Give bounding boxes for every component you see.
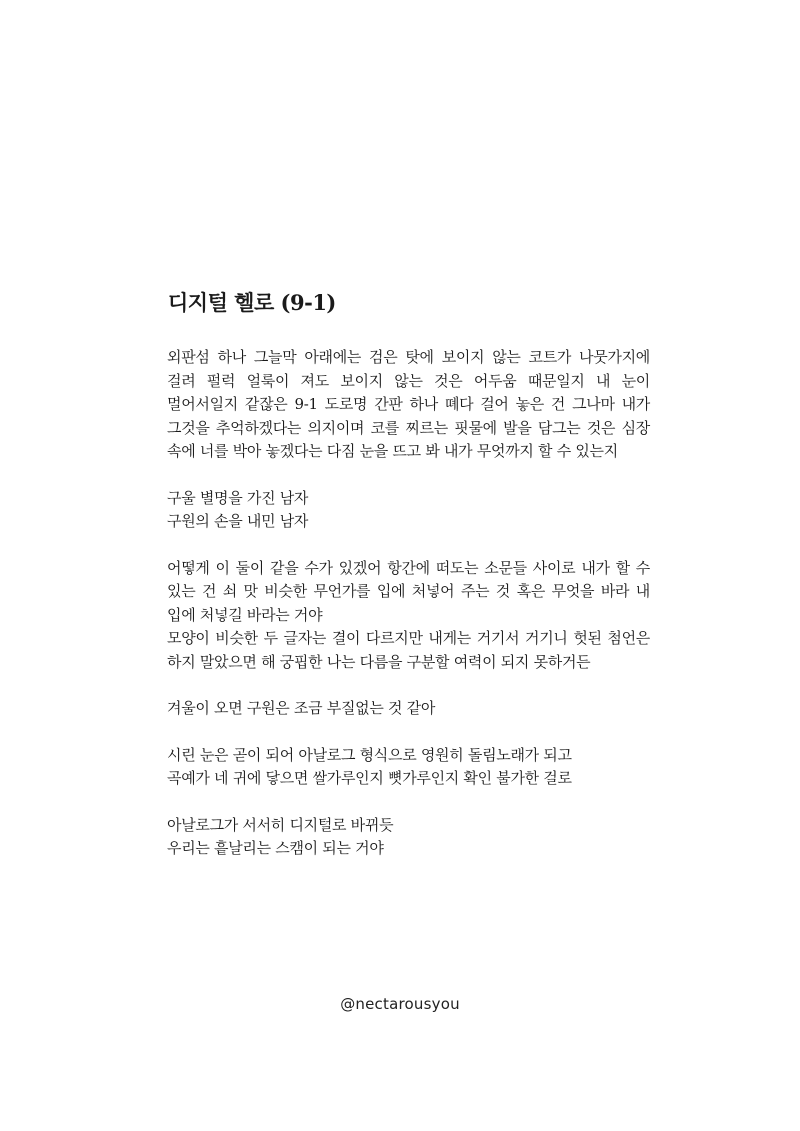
stanza-line: 우리는 흩날리는 스캠이 되는 거야 [167,839,384,857]
author-handle: @nectarousyou [340,995,460,1013]
stanza-5 [150,744,650,791]
stanza-line: 모양이 비슷한 두 글자는 결이 다르지만 내게는 거기서 거기니 헛된 첨언은 하지 말았으면 해 궁핍한 나는 다름을 구분할 여력이 되지 못하거든 [167,629,650,671]
stanza-line: 외판섬 하나 그늘막 아래에는 검은 탓에 보이지 않는 코트가 나뭇가지에 걸려 펄럭 얼룩이 져도 보이지 않는 것은 어두움 때문일지 내 눈이 멀어서일지 같잖은 9-1 도로명 간판 하나 뗴다 걸어 놓은 건 그나마 내가 그것을 추억하겠다는 의지이며 코를 찌르는 핏물에 발을 담그는 것은 심장 속에 너를 박아 놓겠다는 다짐 눈을 뜨고 봐 내가 무엇까지 할 수 있는지 [167,348,650,460]
stanza-line: 어떻게 이 둘이 같을 수가 있겠어 항간에 떠도는 소문들 사이로 내가 할 수 있는 건 쇠 맛 비슷한 무언가를 입에 처넣어 주는 것 혹은 무엇을 바라 내 입에 처넣길 바라는 거야 [167,558,650,624]
stanza-1 [150,346,650,464]
stanza-4 [150,697,650,721]
stanza-line: 구원의 손을 내민 남자 [167,512,309,530]
stanza-6 [150,814,650,861]
poem-body [150,346,650,861]
stanza-line: 곡예가 네 귀에 닿으면 쌀가루인지 뼛가루인지 확인 불가한 걸로 [167,769,572,787]
stanza-line: 겨울이 오면 구원은 조금 부질없는 것 같아 [167,699,436,717]
stanza-2 [150,487,650,534]
stanza-line: 구울 별명을 가진 남자 [167,488,309,507]
stanza-line: 아날로그가 서서히 디지털로 바뀌듯 [167,815,394,834]
stanza-3 [150,557,650,675]
poem-title: 디지털 헬로 (9-1) [168,290,336,315]
stanza-line: 시린 눈은 곧이 되어 아날로그 형식으로 영원히 돌림노래가 되고 [167,745,572,764]
